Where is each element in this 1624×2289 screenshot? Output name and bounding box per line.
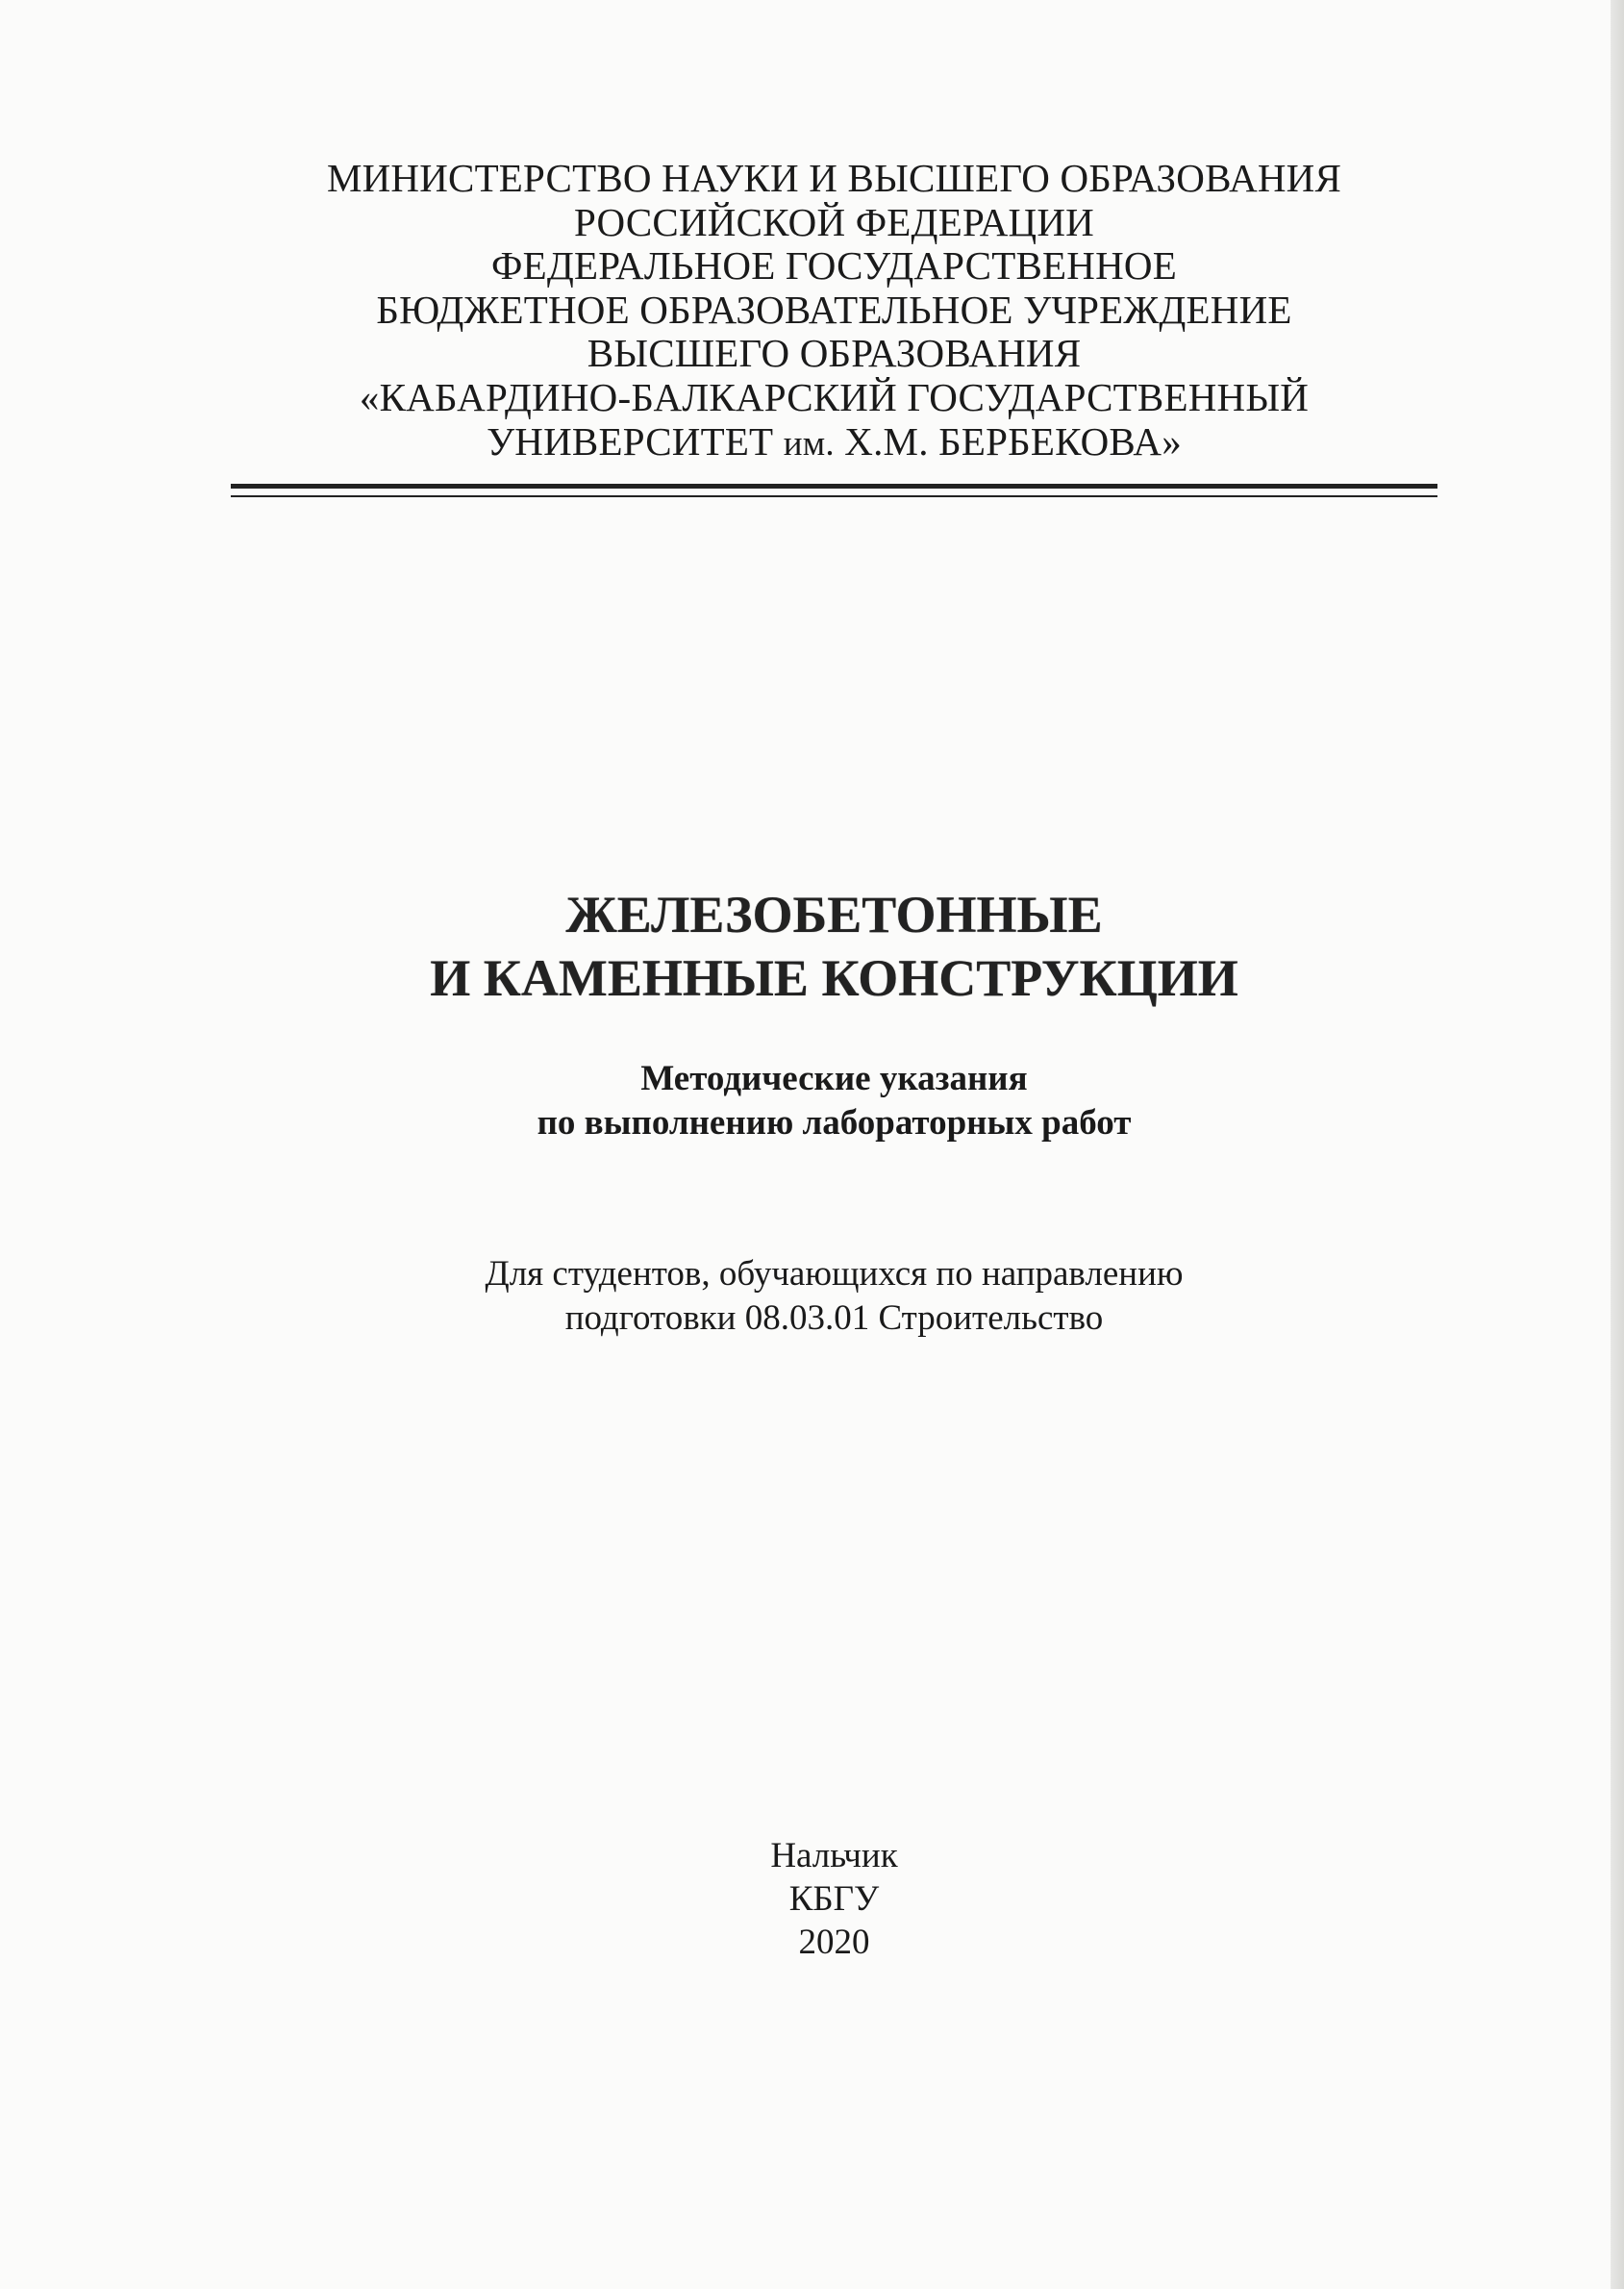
header-line: РОССИЙСКОЙ ФЕДЕРАЦИИ bbox=[574, 199, 1094, 244]
imprint bbox=[0, 1834, 1624, 1964]
audience-line: Для студентов, обучающихся по направлению bbox=[485, 1254, 1184, 1294]
header-line: ФЕДЕРАЛЬНОЕ ГОСУДАРСТВЕННОЕ bbox=[491, 243, 1177, 289]
document-subtitle bbox=[0, 1057, 1624, 1145]
header-line: «КАБАРДИНО-БАЛКАРСКИЙ ГОСУДАРСТВЕННЫЙ bbox=[359, 374, 1310, 419]
institution-header bbox=[0, 157, 1624, 465]
audience-line: подготовки 08.03.01 Строительство bbox=[564, 1298, 1104, 1338]
header-divider-thin bbox=[231, 495, 1437, 497]
subtitle-line: по выполнению лабораторных работ bbox=[537, 1103, 1132, 1143]
header-line-university bbox=[0, 420, 1624, 466]
imprint-year: 2020 bbox=[798, 1923, 870, 1962]
title-line: И КАМЕННЫЕ КОНСТРУКЦИИ bbox=[430, 949, 1238, 1007]
header-line-part: Х.М. БЕРБЕКОВА» bbox=[834, 418, 1182, 464]
header-line-part: УНИВЕРСИТЕТ bbox=[487, 418, 784, 464]
imprint-city: Нальчик bbox=[770, 1836, 898, 1875]
title-line: ЖЕЛЕЗОБЕТОННЫЕ bbox=[565, 886, 1103, 943]
header-line: ВЫСШЕГО ОБРАЗОВАНИЯ bbox=[587, 331, 1082, 376]
header-divider-thick bbox=[231, 484, 1437, 489]
header-line: БЮДЖЕТНОЕ ОБРАЗОВАТЕЛЬНОЕ УЧРЕЖДЕНИЕ bbox=[376, 287, 1292, 332]
document-title bbox=[0, 883, 1624, 1010]
target-audience bbox=[0, 1252, 1624, 1341]
header-line-part: им. bbox=[783, 423, 835, 464]
subtitle-line: Методические указания bbox=[640, 1059, 1028, 1098]
header-line: МИНИСТЕРСТВО НАУКИ И ВЫСШЕГО ОБРАЗОВАНИЯ bbox=[326, 156, 1342, 200]
imprint-publisher: КБГУ bbox=[788, 1879, 880, 1919]
